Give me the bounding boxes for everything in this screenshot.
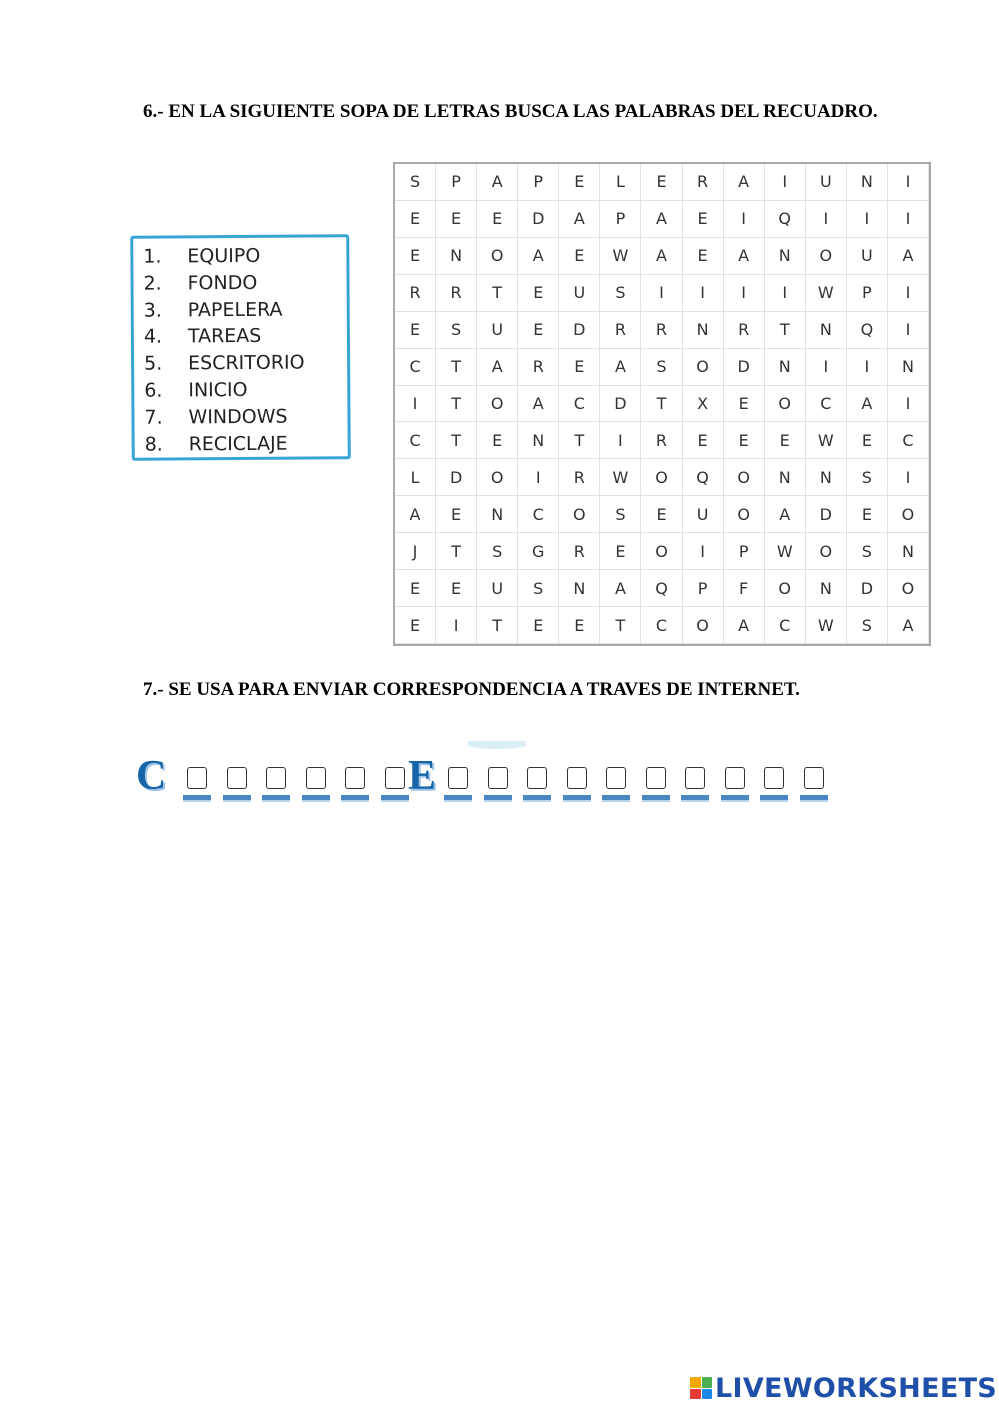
word-list-item (144, 296, 305, 324)
grid-cell[interactable]: T (559, 422, 600, 459)
grid-cell[interactable]: A (641, 201, 682, 238)
grid-cell[interactable]: U (559, 275, 600, 312)
grid-cell[interactable]: U (683, 496, 724, 533)
blank-underline (302, 795, 330, 802)
blank-underline (760, 795, 788, 802)
grid-cell[interactable]: W (806, 422, 847, 459)
grid-cell[interactable]: N (683, 312, 724, 349)
liveworksheets-logo-icon (690, 1377, 712, 1399)
grid-cell[interactable]: C (559, 386, 600, 423)
grid-cell[interactable]: O (641, 459, 682, 496)
grid-cell[interactable]: T (600, 607, 641, 644)
grid-cell[interactable]: C (806, 386, 847, 423)
grid-cell[interactable]: A (724, 164, 765, 201)
grid-cell[interactable]: W (806, 275, 847, 312)
grid-cell[interactable]: O (724, 459, 765, 496)
first-word-initial: C (136, 753, 167, 799)
grid-cell[interactable]: W (806, 607, 847, 644)
word-number: 2. (143, 272, 162, 295)
grid-cell[interactable]: O (806, 533, 847, 570)
grid-cell[interactable]: T (641, 386, 682, 423)
grid-cell[interactable]: O (724, 496, 765, 533)
blank-underline (721, 795, 749, 802)
grid-cell[interactable]: C (888, 422, 929, 459)
second-word-letter-blank[interactable] (721, 764, 749, 804)
grid-cell[interactable]: X (683, 386, 724, 423)
grid-cell[interactable]: N (806, 312, 847, 349)
grid-cell[interactable]: E (477, 422, 518, 459)
decorative-halo (468, 741, 526, 749)
second-word-letter-blank[interactable] (563, 764, 591, 804)
grid-cell[interactable]: E (395, 570, 436, 607)
grid-cell[interactable]: I (888, 386, 929, 423)
grid-cell[interactable]: E (477, 201, 518, 238)
grid-cell[interactable]: E (683, 422, 724, 459)
letter-input-box[interactable] (606, 767, 626, 789)
grid-cell[interactable]: U (477, 312, 518, 349)
grid-cell[interactable]: T (765, 312, 806, 349)
word-text: INICIO (188, 378, 248, 402)
grid-cell[interactable]: I (765, 164, 806, 201)
grid-cell[interactable]: E (395, 238, 436, 275)
grid-cell[interactable]: O (683, 607, 724, 644)
grid-cell[interactable]: I (888, 312, 929, 349)
grid-cell[interactable]: I (724, 275, 765, 312)
grid-cell[interactable]: T (436, 533, 477, 570)
word-list-item (145, 430, 306, 458)
word-number: 8. (144, 433, 163, 456)
letter-input-box[interactable] (685, 767, 705, 789)
grid-cell[interactable]: S (847, 459, 888, 496)
grid-cell[interactable]: P (600, 201, 641, 238)
grid-cell[interactable]: U (847, 238, 888, 275)
blank-underline (563, 795, 591, 802)
grid-cell[interactable]: D (436, 459, 477, 496)
grid-cell[interactable]: E (559, 164, 600, 201)
grid-cell[interactable]: I (847, 201, 888, 238)
blank-underline (681, 795, 709, 802)
grid-cell[interactable]: E (395, 312, 436, 349)
word-number: 3. (143, 299, 162, 322)
grid-cell[interactable]: A (477, 349, 518, 386)
grid-cell[interactable]: D (600, 386, 641, 423)
grid-cell[interactable]: E (559, 349, 600, 386)
second-word-letter-blank[interactable] (602, 764, 630, 804)
letter-input-box[interactable] (187, 767, 207, 789)
grid-cell[interactable]: I (765, 275, 806, 312)
grid-cell[interactable]: R (641, 422, 682, 459)
grid-cell[interactable]: R (641, 312, 682, 349)
first-word-letter-blank[interactable] (262, 764, 290, 804)
grid-cell[interactable]: N (518, 422, 559, 459)
letter-input-box[interactable] (804, 767, 824, 789)
grid-cell[interactable]: T (436, 349, 477, 386)
grid-cell[interactable]: R (559, 459, 600, 496)
grid-cell[interactable]: R (518, 349, 559, 386)
grid-cell[interactable]: D (806, 496, 847, 533)
grid-cell[interactable]: N (847, 164, 888, 201)
grid-cell[interactable]: I (395, 386, 436, 423)
blank-underline (800, 795, 828, 802)
grid-cell[interactable]: I (847, 349, 888, 386)
grid-cell[interactable]: E (600, 533, 641, 570)
grid-cell[interactable]: O (477, 459, 518, 496)
grid-cell[interactable]: T (477, 607, 518, 644)
grid-cell[interactable]: C (765, 607, 806, 644)
grid-cell[interactable]: I (641, 275, 682, 312)
grid-cell[interactable]: A (765, 496, 806, 533)
logo-square (690, 1377, 701, 1388)
word-list-item (144, 377, 305, 405)
letter-input-box[interactable] (646, 767, 666, 789)
grid-cell[interactable]: N (765, 238, 806, 275)
word-text: PAPELERA (187, 298, 283, 321)
grid-cell[interactable]: O (765, 386, 806, 423)
grid-cell[interactable]: E (395, 201, 436, 238)
grid-cell[interactable]: E (641, 164, 682, 201)
second-word-letter-blank[interactable] (681, 764, 709, 804)
grid-cell[interactable]: E (436, 201, 477, 238)
grid-cell[interactable]: I (683, 275, 724, 312)
grid-cell[interactable]: E (559, 238, 600, 275)
grid-cell[interactable]: W (600, 238, 641, 275)
first-word-letter-blank[interactable] (381, 764, 409, 804)
grid-cell[interactable]: E (724, 422, 765, 459)
grid-cell[interactable]: S (641, 349, 682, 386)
word-list-item (143, 269, 304, 297)
grid-cell[interactable]: A (888, 607, 929, 644)
grid-cell[interactable]: S (436, 312, 477, 349)
grid-cell[interactable]: S (518, 570, 559, 607)
grid-cell[interactable]: P (724, 533, 765, 570)
logo-square (702, 1389, 713, 1400)
grid-cell[interactable]: O (888, 496, 929, 533)
grid-cell[interactable]: I (518, 459, 559, 496)
word-text: WINDOWS (188, 405, 288, 429)
word-number: 1. (143, 245, 162, 268)
grid-cell[interactable]: F (724, 570, 765, 607)
logo-square (690, 1389, 701, 1400)
grid-cell[interactable]: O (477, 386, 518, 423)
grid-cell[interactable]: A (477, 164, 518, 201)
grid-cell[interactable]: A (395, 496, 436, 533)
grid-cell[interactable]: A (518, 386, 559, 423)
grid-cell[interactable]: E (436, 570, 477, 607)
grid-cell[interactable]: I (436, 607, 477, 644)
grid-cell[interactable]: O (641, 533, 682, 570)
grid-cell[interactable]: E (518, 607, 559, 644)
grid-cell[interactable]: C (518, 496, 559, 533)
grid-cell[interactable]: R (724, 312, 765, 349)
word-list-item (143, 243, 304, 271)
grid-cell[interactable]: T (477, 275, 518, 312)
grid-cell[interactable]: Q (683, 459, 724, 496)
letter-input-box[interactable] (567, 767, 587, 789)
second-word-letter-blank[interactable] (760, 764, 788, 804)
question-6-title: 6.- EN LA SIGUIENTE SOPA DE LETRAS BUSCA LAS PALABRAS DEL RECUADRO. (143, 101, 878, 122)
grid-cell[interactable]: C (395, 349, 436, 386)
grid-cell[interactable]: Q (765, 201, 806, 238)
grid-cell[interactable]: A (888, 238, 929, 275)
letter-input-box[interactable] (527, 767, 547, 789)
grid-cell[interactable]: E (724, 386, 765, 423)
word-list-item (144, 323, 305, 351)
grid-cell[interactable]: N (888, 349, 929, 386)
grid-cell[interactable]: E (683, 238, 724, 275)
grid-cell[interactable]: O (477, 238, 518, 275)
logo-square (702, 1377, 713, 1388)
first-word-letter-blank[interactable] (302, 764, 330, 804)
grid-cell[interactable]: Q (641, 570, 682, 607)
grid-cell[interactable]: O (683, 349, 724, 386)
grid-cell[interactable]: P (518, 164, 559, 201)
grid-cell[interactable]: I (683, 533, 724, 570)
grid-cell[interactable]: I (888, 459, 929, 496)
blank-underline (262, 795, 290, 802)
blank-underline (444, 795, 472, 802)
grid-cell[interactable]: S (395, 164, 436, 201)
grid-cell[interactable]: N (806, 570, 847, 607)
word-number: 5. (144, 352, 163, 375)
grid-cell[interactable]: S (847, 533, 888, 570)
second-word-letter-blank[interactable] (800, 764, 828, 804)
grid-cell[interactable]: W (600, 459, 641, 496)
letter-input-box[interactable] (385, 767, 405, 789)
grid-cell[interactable]: R (600, 312, 641, 349)
letter-input-box[interactable] (306, 767, 326, 789)
grid-cell[interactable]: A (847, 386, 888, 423)
word-text: FONDO (187, 271, 258, 295)
grid-cell[interactable]: S (847, 607, 888, 644)
grid-cell[interactable]: A (724, 238, 765, 275)
grid-cell[interactable]: C (641, 607, 682, 644)
grid-cell[interactable]: C (395, 422, 436, 459)
grid-cell[interactable]: N (559, 570, 600, 607)
grid-cell[interactable]: E (847, 496, 888, 533)
grid-cell[interactable]: A (600, 349, 641, 386)
grid-cell[interactable]: I (724, 201, 765, 238)
word-text: RECICLAJE (188, 432, 288, 455)
grid-cell[interactable]: N (888, 533, 929, 570)
grid-cell[interactable]: S (600, 496, 641, 533)
question-7-title: 7.- SE USA PARA ENVIAR CORRESPONDENCIA A TRAVES DE INTERNET. (143, 679, 800, 700)
grid-cell[interactable]: E (518, 312, 559, 349)
letter-input-box[interactable] (227, 767, 247, 789)
grid-cell[interactable]: O (765, 570, 806, 607)
grid-cell[interactable]: T (436, 422, 477, 459)
grid-cell[interactable]: G (518, 533, 559, 570)
blank-underline (642, 795, 670, 802)
word-text: ESCRITORIO (188, 351, 305, 375)
grid-cell[interactable]: J (395, 533, 436, 570)
answer-area (136, 750, 836, 805)
grid-cell[interactable]: E (847, 422, 888, 459)
word-list-item (144, 403, 305, 431)
grid-cell[interactable]: R (559, 533, 600, 570)
grid-cell[interactable]: D (724, 349, 765, 386)
grid-cell[interactable]: O (559, 496, 600, 533)
grid-cell[interactable]: E (436, 496, 477, 533)
grid-cell[interactable]: O (806, 238, 847, 275)
grid-cell[interactable]: E (518, 275, 559, 312)
word-number: 4. (143, 325, 163, 349)
grid-cell[interactable]: T (436, 386, 477, 423)
grid-cell[interactable]: D (518, 201, 559, 238)
grid-cell[interactable]: N (806, 459, 847, 496)
grid-cell[interactable]: N (477, 496, 518, 533)
grid-cell[interactable]: I (806, 349, 847, 386)
second-word-letter-blank[interactable] (523, 764, 551, 804)
grid-cell[interactable]: U (806, 164, 847, 201)
grid-cell[interactable]: E (683, 201, 724, 238)
grid-cell[interactable]: E (641, 496, 682, 533)
brand-text: LIVEWORKSHEETS (715, 1372, 998, 1404)
grid-cell[interactable]: A (600, 570, 641, 607)
word-list (143, 243, 305, 458)
blank-underline (484, 795, 512, 802)
letter-input-box[interactable] (345, 767, 365, 789)
letter-input-box[interactable] (725, 767, 745, 789)
grid-cell[interactable]: N (765, 349, 806, 386)
grid-cell[interactable]: L (600, 164, 641, 201)
grid-cell[interactable]: P (436, 164, 477, 201)
grid-cell[interactable]: Q (847, 312, 888, 349)
grid-cell[interactable]: P (847, 275, 888, 312)
word-list-box (130, 234, 351, 461)
grid-cell[interactable]: R (395, 275, 436, 312)
word-text: TAREAS (187, 325, 262, 348)
grid-cell[interactable]: A (724, 607, 765, 644)
grid-cell[interactable]: O (888, 570, 929, 607)
grid-cell[interactable]: W (765, 533, 806, 570)
letter-input-box[interactable] (266, 767, 286, 789)
grid-cell[interactable]: L (395, 459, 436, 496)
grid-cell[interactable]: I (600, 422, 641, 459)
second-word-initial: E (408, 753, 437, 799)
letter-input-box[interactable] (448, 767, 468, 789)
letter-input-box[interactable] (764, 767, 784, 789)
blank-underline (523, 795, 551, 802)
grid-cell[interactable]: I (806, 201, 847, 238)
liveworksheets-brand (690, 1372, 997, 1404)
grid-cell[interactable]: N (765, 459, 806, 496)
grid-cell[interactable]: S (600, 275, 641, 312)
grid-cell[interactable]: R (436, 275, 477, 312)
blank-underline (341, 795, 369, 802)
word-number: 6. (144, 379, 163, 402)
second-word-letter-blank[interactable] (642, 764, 670, 804)
letter-input-box[interactable] (488, 767, 508, 789)
first-word-letter-blank[interactable] (183, 764, 211, 804)
second-word-letter-blank[interactable] (444, 764, 472, 804)
grid-cell[interactable]: I (888, 275, 929, 312)
word-search-grid (393, 162, 931, 646)
grid-cell[interactable]: E (395, 607, 436, 644)
grid-cell[interactable]: D (559, 312, 600, 349)
grid-cell[interactable]: N (436, 238, 477, 275)
grid-cell[interactable]: A (641, 238, 682, 275)
grid-cell[interactable]: I (888, 164, 929, 201)
grid-cell[interactable]: D (847, 570, 888, 607)
word-number: 7. (144, 406, 163, 429)
blank-underline (183, 795, 211, 802)
first-word-letter-blank[interactable] (341, 764, 369, 804)
grid-cell[interactable]: A (559, 201, 600, 238)
grid-cell[interactable]: A (518, 238, 559, 275)
word-text: EQUIPO (187, 244, 261, 268)
grid-cell[interactable]: P (683, 570, 724, 607)
grid-cell[interactable]: E (559, 607, 600, 644)
grid-cell[interactable]: U (477, 570, 518, 607)
blank-underline (381, 795, 409, 802)
first-word-letter-blank[interactable] (223, 764, 251, 804)
word-list-item (144, 350, 305, 378)
blank-underline (223, 795, 251, 802)
grid-cell[interactable]: E (765, 422, 806, 459)
grid-cell[interactable]: S (477, 533, 518, 570)
grid-cell[interactable]: I (888, 201, 929, 238)
blank-underline (602, 795, 630, 802)
grid-cell[interactable]: R (683, 164, 724, 201)
second-word-letter-blank[interactable] (484, 764, 512, 804)
